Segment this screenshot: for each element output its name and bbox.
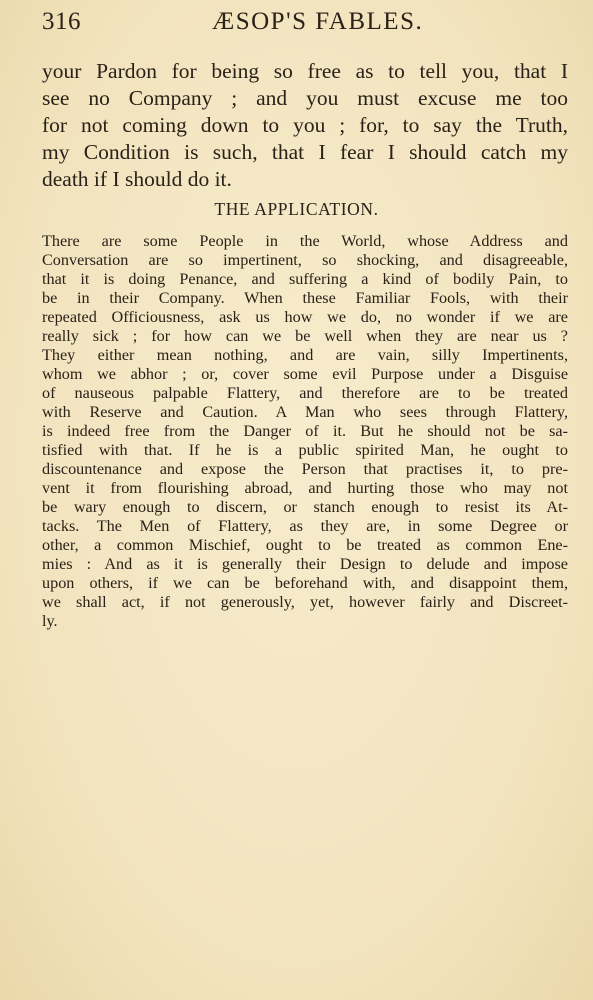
fable-line: death if I should do it. [42, 167, 232, 191]
application-line: be in their Company. When these Familiar Fools, with their [42, 289, 568, 307]
application-line: be wary enough to discern, or stanch enough to resist its At- [42, 498, 568, 516]
application-body [42, 232, 568, 631]
application-line: tacks. The Men of Flattery, as they are, in some Degree or [42, 517, 568, 535]
fable-line: for not coming down to you ; for, to say the Truth, [42, 113, 568, 137]
fable-line: your Pardon for being so free as to tell you, that I [42, 59, 568, 83]
application-line: really sick ; for how can we be well when they are near us ? [42, 327, 568, 345]
running-title: ÆSOP'S FABLES. [212, 8, 424, 35]
application-line: repeated Officiousness, ask us how we do, no wonder if we are [42, 308, 568, 326]
application-line: discountenance and expose the Person that practises it, to pre- [42, 460, 568, 478]
application-line: of nauseous palpable Flattery, and therefore are to be treated [42, 384, 568, 402]
fable-line: see no Company ; and you must excuse me too [42, 86, 568, 110]
application-line: mies : And as it is generally their Design to delude and impose [42, 555, 568, 573]
page-number: 316 [42, 8, 81, 35]
application-line: tisfied with that. If he is a public spirited Man, he ought to [42, 441, 568, 459]
application-line: whom we abhor ; or, cover some evil Purpose under a Disguise [42, 365, 568, 383]
application-line: vent it from flourishing abroad, and hurting those who may not [42, 479, 568, 497]
application-line: Conversation are so impertinent, so shocking, and disagreeable, [42, 251, 568, 269]
application-line: with Reserve and Caution. A Man who sees through Flattery, [42, 403, 568, 421]
application-line: There are some People in the World, whose Address and [42, 232, 568, 250]
fable-body [42, 58, 568, 193]
application-line: that it is doing Penance, and suffering a kind of bodily Pain, to [42, 270, 568, 288]
application-line: ly. [42, 612, 58, 630]
page-header [42, 8, 572, 40]
fable-line: my Condition is such, that I fear I should catch my [42, 140, 568, 164]
application-line: They either mean nothing, and are vain, silly Impertinents, [42, 346, 568, 364]
application-line: other, a common Mischief, ought to be treated as common Ene- [42, 536, 568, 554]
application-line: upon others, if we can be beforehand with, and disappoint them, [42, 574, 568, 592]
application-line: is indeed free from the Danger of it. But he should not be sa- [42, 422, 568, 440]
application-line: we shall act, if not generously, yet, however fairly and Discreet- [42, 593, 568, 611]
application-heading: THE APPLICATION. [214, 199, 379, 219]
